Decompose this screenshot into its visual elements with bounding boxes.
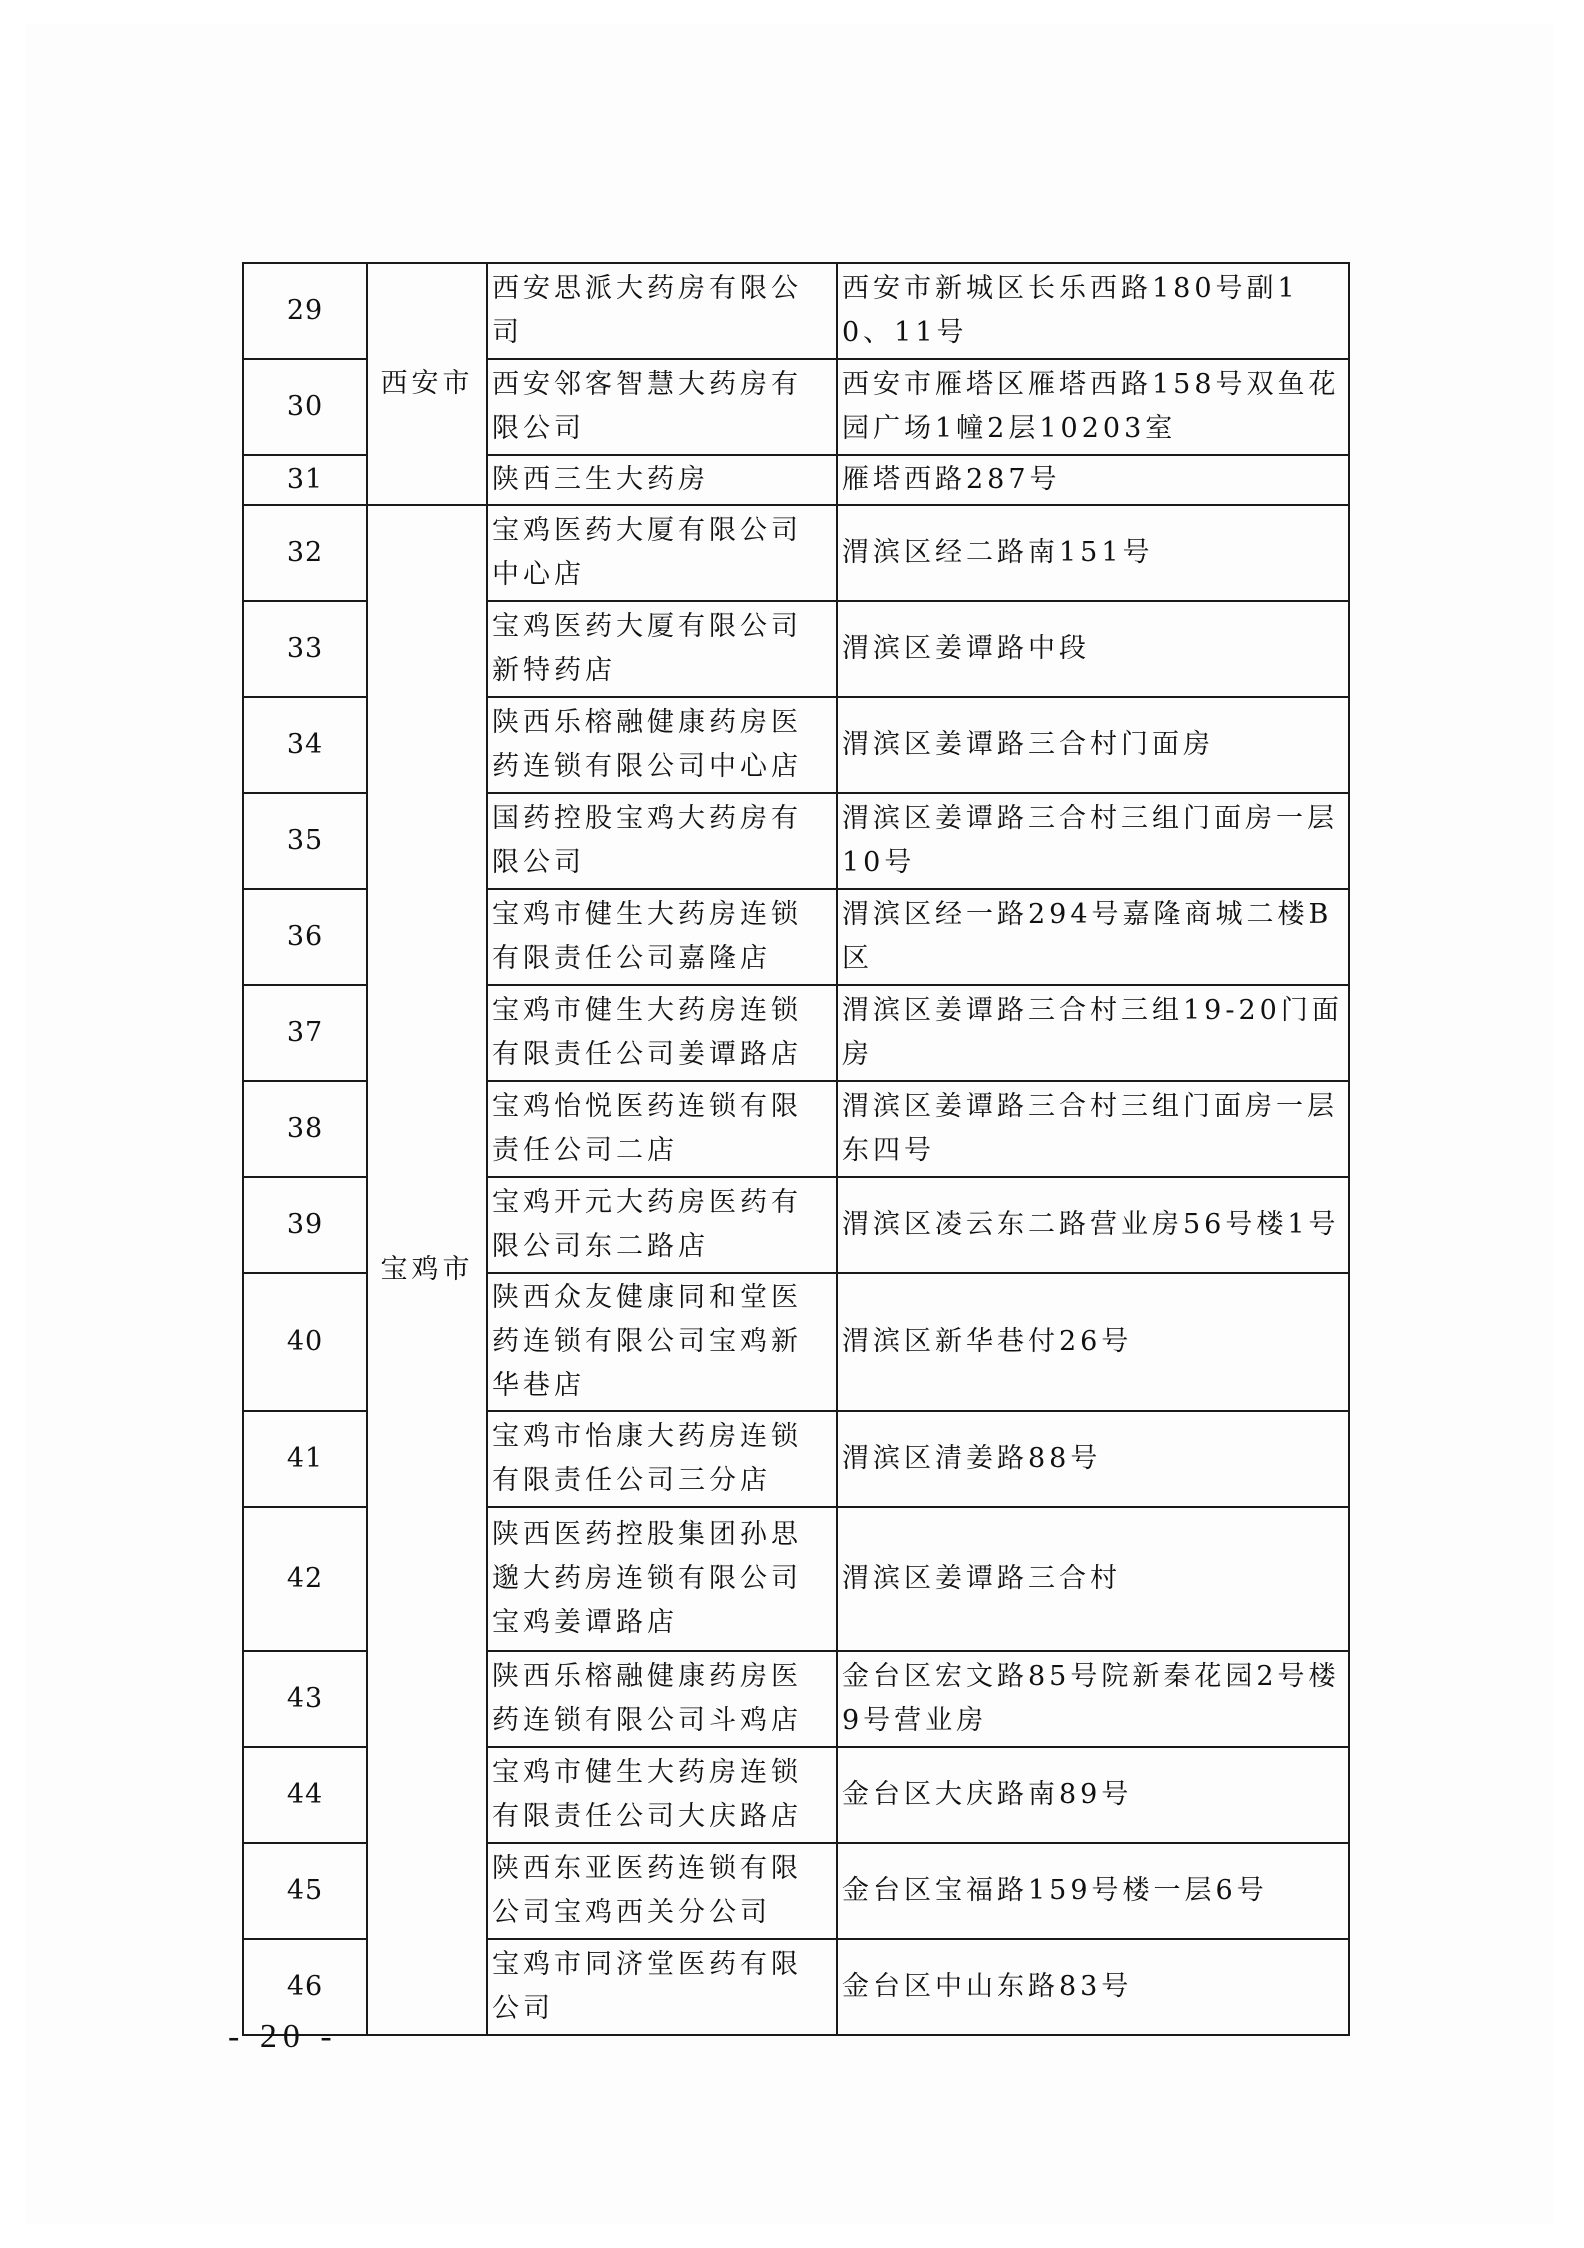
row-index: 32: [243, 505, 367, 601]
city-cell-xian: 西安市: [367, 263, 487, 505]
store-name: 陕西乐榕融健康药房医药连锁有限公司斗鸡店: [487, 1651, 837, 1747]
row-index: 44: [243, 1747, 367, 1843]
row-index: 45: [243, 1843, 367, 1939]
store-name: 宝鸡市健生大药房连锁有限责任公司姜谭路店: [487, 985, 837, 1081]
store-name: 国药控股宝鸡大药房有限公司: [487, 793, 837, 889]
store-name: 宝鸡市健生大药房连锁有限责任公司大庆路店: [487, 1747, 837, 1843]
store-name: 宝鸡市怡康大药房连锁有限责任公司三分店: [487, 1411, 837, 1507]
store-address: 金台区中山东路83号: [837, 1939, 1349, 2035]
store-address: 金台区大庆路南89号: [837, 1747, 1349, 1843]
pharmacy-table: [242, 262, 1350, 2036]
store-address: 渭滨区姜谭路三合村: [837, 1507, 1349, 1651]
row-index: 36: [243, 889, 367, 985]
store-address: 渭滨区凌云东二路营业房56号楼1号: [837, 1177, 1349, 1273]
store-name: 陕西众友健康同和堂医药连锁有限公司宝鸡新华巷店: [487, 1273, 837, 1411]
row-index: 46: [243, 1939, 367, 2035]
store-address: 渭滨区经一路294号嘉隆商城二楼B区: [837, 889, 1349, 985]
store-name: 宝鸡医药大厦有限公司中心店: [487, 505, 837, 601]
store-address: 渭滨区姜谭路三合村门面房: [837, 697, 1349, 793]
store-address: 渭滨区姜谭路三合村三组门面房一层10号: [837, 793, 1349, 889]
store-name: 宝鸡开元大药房医药有限公司东二路店: [487, 1177, 837, 1273]
store-name: 宝鸡医药大厦有限公司新特药店: [487, 601, 837, 697]
city-cell-baoji: 宝鸡市: [367, 505, 487, 2035]
row-index: 39: [243, 1177, 367, 1273]
row-index: 37: [243, 985, 367, 1081]
store-name: 西安思派大药房有限公司: [487, 263, 837, 359]
store-name: 陕西医药控股集团孙思邈大药房连锁有限公司宝鸡姜谭路店: [487, 1507, 837, 1651]
row-index: 40: [243, 1273, 367, 1411]
store-address: 西安市新城区长乐西路180号副10、11号: [837, 263, 1349, 359]
store-address: 渭滨区姜谭路三合村三组门面房一层东四号: [837, 1081, 1349, 1177]
store-name: 西安邻客智慧大药房有限公司: [487, 359, 837, 455]
row-index: 29: [243, 263, 367, 359]
store-name: 宝鸡市同济堂医药有限公司: [487, 1939, 837, 2035]
page-number: - 20 -: [228, 2018, 338, 2055]
row-index: 30: [243, 359, 367, 455]
row-index: 42: [243, 1507, 367, 1651]
store-address: 渭滨区经二路南151号: [837, 505, 1349, 601]
store-address: 金台区宝福路159号楼一层6号: [837, 1843, 1349, 1939]
row-index: 34: [243, 697, 367, 793]
store-address: 西安市雁塔区雁塔西路158号双鱼花园广场1幢2层10203室: [837, 359, 1349, 455]
store-name: 宝鸡市健生大药房连锁有限责任公司嘉隆店: [487, 889, 837, 985]
row-index: 41: [243, 1411, 367, 1507]
row-index: 38: [243, 1081, 367, 1177]
store-address: 雁塔西路287号: [837, 455, 1349, 505]
row-index: 35: [243, 793, 367, 889]
table-row: [243, 263, 1349, 359]
table-row: [243, 505, 1349, 601]
row-index: 33: [243, 601, 367, 697]
store-address: 渭滨区新华巷付26号: [837, 1273, 1349, 1411]
store-name: 陕西东亚医药连锁有限公司宝鸡西关分公司: [487, 1843, 837, 1939]
store-name: 宝鸡怡悦医药连锁有限责任公司二店: [487, 1081, 837, 1177]
store-address: 金台区宏文路85号院新秦花园2号楼9号营业房: [837, 1651, 1349, 1747]
store-address: 渭滨区姜谭路中段: [837, 601, 1349, 697]
store-address: 渭滨区清姜路88号: [837, 1411, 1349, 1507]
store-address: 渭滨区姜谭路三合村三组19-20门面房: [837, 985, 1349, 1081]
store-name: 陕西三生大药房: [487, 455, 837, 505]
store-name: 陕西乐榕融健康药房医药连锁有限公司中心店: [487, 697, 837, 793]
row-index: 31: [243, 455, 367, 505]
row-index: 43: [243, 1651, 367, 1747]
